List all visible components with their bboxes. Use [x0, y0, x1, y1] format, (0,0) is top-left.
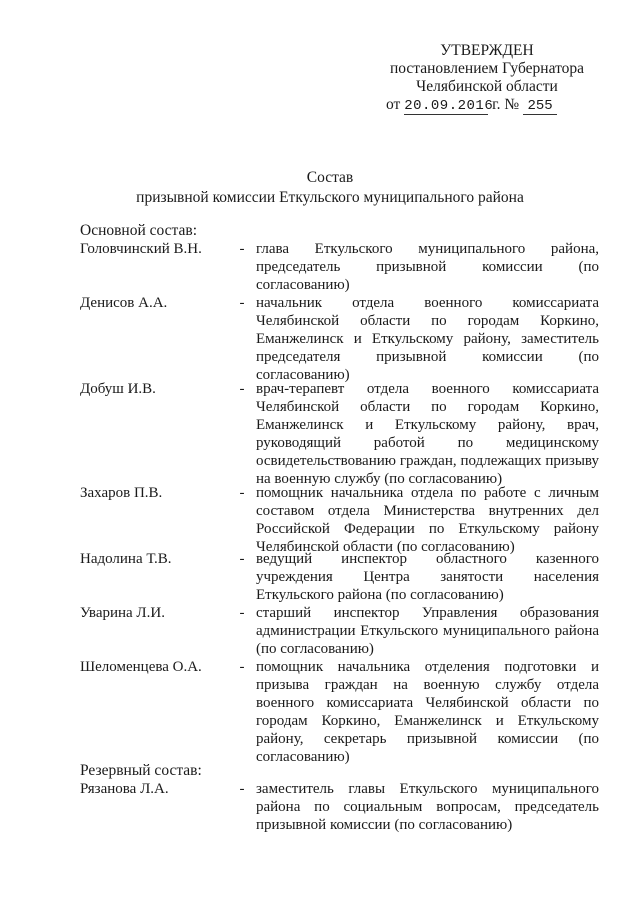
member-role: начальник отдела военного комиссариата Челябинской области по городам Коркино, Еманжелинск и Еткульскому району, заместитель председателя призывной комиссии (по согласованию) [256, 295, 599, 383]
member-role: старший инспектор Управления образования администрации Еткульского муниципального района (по согласованию) [256, 605, 599, 657]
heading-line-1: Состав [306, 169, 354, 186]
member-dash: - [239, 605, 245, 621]
member-dash: - [239, 659, 245, 675]
member-role: врач-терапевт отдела военного комиссариата Челябинской области по городам Коркино, Еманжелинск и Еткульскому району, врач, руководящий работой по медицинскому освидетельствованию граждан, подлежащих призыву на военную службу (по согласованию) [256, 381, 599, 487]
approval-number: 255 [523, 98, 557, 115]
member-dash: - [239, 381, 245, 397]
member-name: Головчинский В.Н. [80, 241, 202, 257]
member-role: глава Еткульского муниципального района, председатель призывной комиссии (по согласованию) [256, 241, 599, 293]
member-name: Захаров П.В. [80, 485, 163, 501]
member-name: Шеломенцева О.А. [80, 659, 202, 675]
reserve-section-label: Резервный состав: [80, 762, 202, 779]
member-role: помощник начальника отделения подготовки и призыва граждан на военную службу отдела военного комиссариата Челябинской области по городам Коркино, Еманжелинск и Еткульскому району, секретарь призывной комиссии (по согласованию) [256, 659, 599, 765]
year-suffix: г. № [492, 96, 520, 113]
member-role: ведущий инспектор областного казенного учреждения Центра занятости населения Еткульского района (по согласованию) [256, 551, 599, 603]
member-dash: - [239, 485, 245, 501]
document-heading [60, 168, 600, 208]
approval-line-1: постановлением Губернатора [389, 60, 585, 77]
member-dash: - [239, 781, 245, 797]
approval-date-row [372, 96, 602, 115]
member-role: заместитель главы Еткульского муниципального района по социальным вопросам, председатель призывной комиссии (по согласованию) [256, 781, 599, 833]
member-dash: - [239, 551, 245, 567]
approval-date: 20.09.2016 [404, 98, 494, 114]
heading-line-2: призывной комиссии Еткульского муниципального района [136, 189, 524, 206]
member-name: Рязанова Л.А. [80, 781, 169, 797]
member-role: помощник начальника отдела по работе с личным составом отдела Министерства внутренних дел Российской Федерации по Еткульскому району Челябинской области (по согласованию) [256, 485, 599, 555]
member-name: Уварина Л.И. [80, 605, 165, 621]
member-dash: - [239, 241, 245, 257]
member-name: Надолина Т.В. [80, 551, 172, 567]
date-prefix: от [386, 96, 401, 113]
member-name: Добуш И.В. [80, 381, 156, 397]
approval-stamp [372, 42, 602, 115]
member-name: Денисов А.А. [80, 295, 168, 311]
approval-title: УТВЕРЖДЕН [440, 42, 534, 59]
member-dash: - [239, 295, 245, 311]
approval-line-2: Челябинской области [416, 78, 558, 95]
main-section-label: Основной состав: [80, 222, 198, 239]
